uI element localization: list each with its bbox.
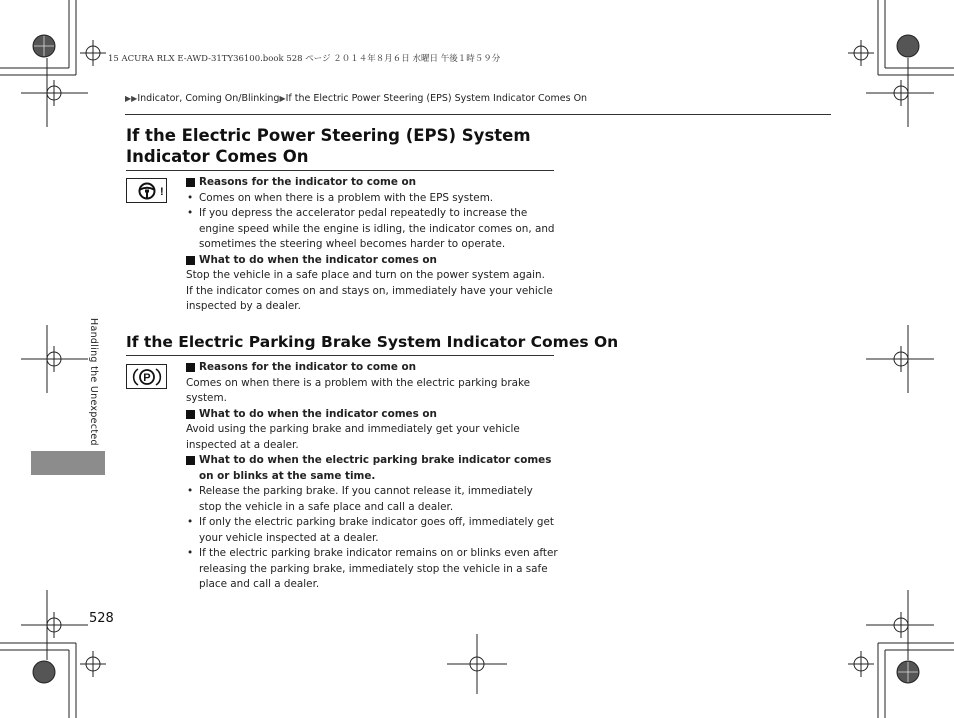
epb-reasons-text: Comes on when there is a problem with the electric parking brake system.	[186, 376, 531, 404]
chapter-tab-marker	[31, 451, 105, 475]
epb-both-heading: What to do when the electric parking brake indicator comes on or blinks at the same time.	[186, 453, 558, 484]
epb-action-heading: What to do when the indicator comes on	[186, 407, 558, 423]
page-number: 528	[89, 611, 114, 626]
eps-action-heading: What to do when the indicator comes on	[186, 253, 558, 269]
epb-both-item: • If only the electric parking brake indicator goes off, immediately get your vehicle inspected at a dealer.	[186, 515, 558, 546]
epb-title-rule	[126, 355, 554, 356]
eps-action-line: If the indicator comes on and stays on, immediately have your vehicle inspected by a dealer.	[186, 284, 553, 312]
eps-section-title: If the Electric Power Steering (EPS) System Indicator Comes On	[126, 126, 531, 166]
steering-warning-icon	[126, 178, 167, 203]
epb-body	[186, 360, 558, 593]
epb-both-item: • If the electric parking brake indicator remains on or blinks even after releasing the parking brake, immediately stop the vehicle in a safe place and call a dealer.	[186, 546, 558, 593]
breadcrumb-part-1[interactable]: Indicator, Coming On/Blinking	[137, 93, 280, 104]
eps-action-line: Stop the vehicle in a safe place and turn on the power system again.	[186, 269, 545, 281]
breadcrumb-arrows: ▶▶	[125, 94, 138, 103]
eps-reason-item: • If you depress the accelerator pedal repeatedly to increase the engine speed while the engine is idling, the indicator comes on, and sometimes the steering wheel becomes harder to operate.	[186, 206, 558, 253]
svg-text:P: P	[142, 371, 151, 384]
eps-reasons-heading: Reasons for the indicator to come on	[186, 175, 558, 191]
epb-action-text: Avoid using the parking brake and immediately get your vehicle inspected at a dealer.	[186, 423, 520, 451]
epb-section-title: If the Electric Parking Brake System Indicator Comes On	[126, 333, 619, 351]
breadcrumb-arrow: ▶	[279, 94, 286, 103]
svg-text:!: !	[159, 185, 164, 198]
eps-reason-item: • Comes on when there is a problem with the EPS system.	[186, 191, 558, 207]
breadcrumb	[125, 93, 587, 104]
side-tab-label: Handling the Unexpected	[88, 318, 99, 446]
print-header: 15 ACURA RLX E-AWD-31TY36100.book 528 ページ ２０１４年８月６日 水曜日 午後１時５９分	[108, 54, 501, 64]
epb-reasons-heading: Reasons for the indicator to come on	[186, 360, 558, 376]
eps-body	[186, 175, 558, 315]
eps-title-rule	[126, 170, 554, 171]
epb-both-item: • Release the parking brake. If you cannot release it, immediately stop the vehicle in a safe place and call a dealer.	[186, 484, 558, 515]
parking-brake-warning-icon	[126, 364, 167, 389]
header-rule	[125, 114, 831, 115]
breadcrumb-part-2: If the Electric Power Steering (EPS) System Indicator Comes On	[285, 93, 588, 104]
